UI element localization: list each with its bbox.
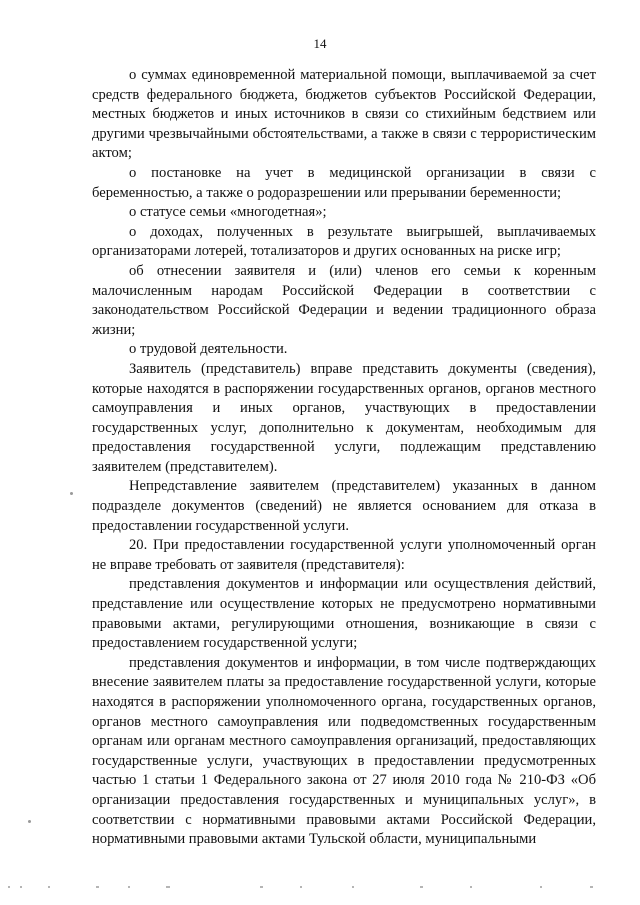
paragraph-lottery-income: о доходах, полученных в результате выигрышей, выплачиваемых организаторами лотерей, тотализаторов и других основанных на риске игр;: [92, 223, 596, 260]
page-number: 14: [313, 36, 327, 51]
document-body: [92, 66, 596, 850]
scan-speck: [70, 492, 73, 495]
scan-artifact-dots: [0, 884, 640, 890]
scan-speck: [28, 820, 31, 823]
paragraph-material-aid: о суммах единовременной материальной помощи, выплачиваемой за счет средств федерального бюджета, бюджетов субъектов Российской Федерации, местных бюджетов и иных источников в связи со стихийным бедствием или другими чрезвычайными обстоятельствами, а также в связи с террористическим актом;: [92, 67, 596, 162]
paragraph-employment: о трудовой деятельности.: [129, 341, 288, 358]
paragraph-clause-20: 20. При предоставлении государственной услуги уполномоченный орган не вправе требовать от заявителя (представителя):: [92, 537, 596, 573]
paragraph-actions-not-required: представления документов и информации или осуществления действий, представление или осуществление которых не предусмотрено нормативными правовыми актами, регулирующими отношения, возникающие в связи с предоставлением государственной услуги;: [92, 576, 596, 652]
paragraph-pregnancy-registration: о постановке на учет в медицинской организации в связи с беременностью, а также о родоразрешении или прерывании беременности;: [92, 164, 596, 201]
paragraph-documents-in-possession: представления документов и информации, в том числе подтверждающих внесение заявителем платы за предоставление государственной услуги, которые находятся в распоряжении уполномоченного органа, государственных органов, органов местного самоуправления или подведомственных государственным органам или органам местного самоуправления организаций, предоставляющих государственные услуги, участвующих в предоставлении предусмотренных частью 1 статьи 1 Федерального закона от 27 июля 2010 года № 210-ФЗ «Об организации предоставления государственных и муниципальных услуг», в соответствии с нормативными правовыми актами Российской Федерации, нормативными правовыми актами Тульской области, муниципальными: [92, 654, 596, 848]
paragraph-indigenous-peoples: об отнесении заявителя и (или) членов его семьи к коренным малочисленным народам Российской Федерации в соответствии с законодательством Российской Федерации и ведении традиционного образа жизни;: [92, 262, 596, 338]
paragraph-large-family-status: о статусе семьи «многодетная»;: [129, 204, 327, 221]
paragraph-applicant-right: Заявитель (представитель) вправе представить документы (сведения), которые находятся в распоряжении государственных органов, органов местного самоуправления и иных органов, участвующих в предоставлении государственных услуг, дополнительно к документам, необходимым для предоставления государственной услуги, подлежащим представлению заявителем (представителем).: [92, 360, 596, 475]
paragraph-non-submission: Непредставление заявителем (представителем) указанных в данном подразделе документов (сведений) не является основанием для отказа в предоставлении государственной услуги.: [92, 478, 596, 534]
